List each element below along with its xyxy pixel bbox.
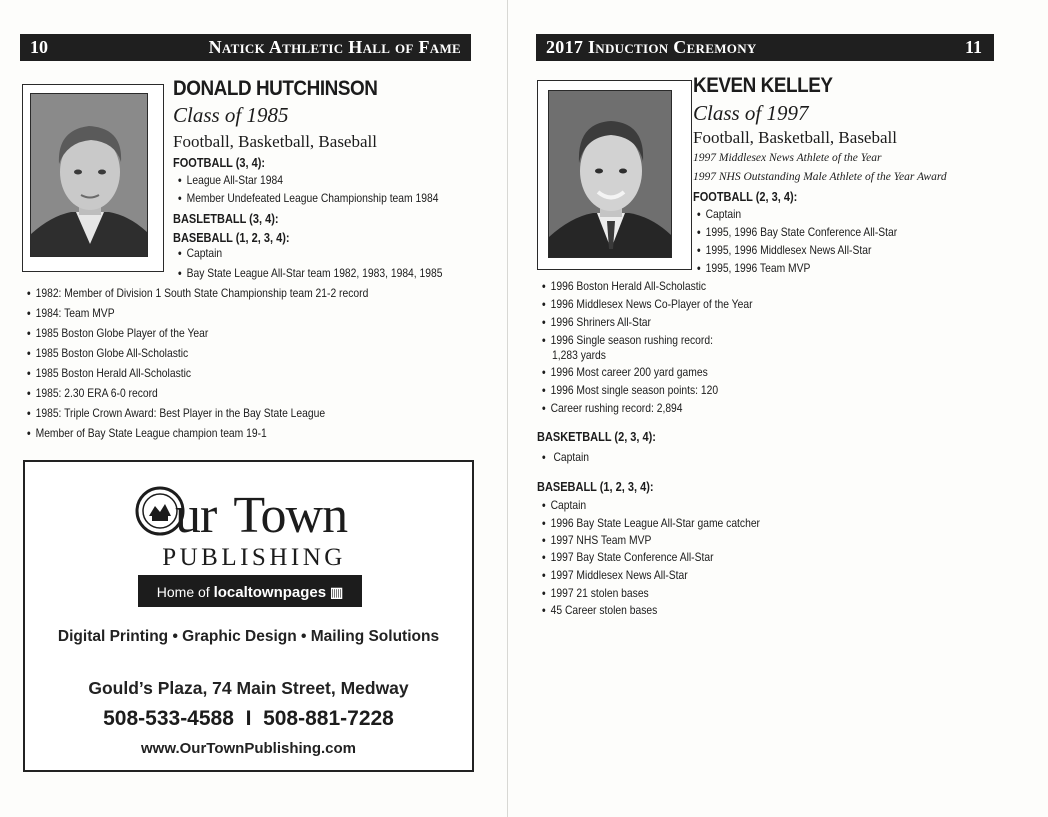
- list-item: • 1996 Boston Herald All-Scholastic: [542, 279, 707, 293]
- kelley-baseball-heading: BASEBALL (1, 2, 3, 4):: [537, 480, 654, 494]
- list-item: • 1995, 1996 Middlesex News All-Star: [697, 243, 872, 257]
- list-item: • Bay State League All-Star team 1982, 1983, 1984, 1985: [178, 266, 443, 280]
- list-item: • 1985: Triple Crown Award: Best Player in the Bay State League: [27, 406, 326, 420]
- list-item: • League All-Star 1984: [178, 173, 284, 187]
- list-item: • 1997 NHS Team MVP: [542, 533, 652, 547]
- left-page-number: 10: [30, 37, 48, 57]
- list-item: • Captain: [178, 246, 223, 260]
- ad-brand-name: ur Town: [175, 487, 348, 544]
- ad-home-of-banner: Home of localtownpages ▥: [138, 575, 362, 607]
- hutchinson-baseball-heading: BASEBALL (1, 2, 3, 4):: [173, 231, 290, 245]
- list-item: • 1996 Bay State League All-Star game catcher: [542, 516, 761, 530]
- ad-logo: [135, 482, 375, 544]
- list-item: • 1997 Bay State Conference All-Star: [542, 550, 714, 564]
- kelley-football-heading: FOOTBALL (2, 3, 4):: [693, 190, 798, 204]
- list-item: • 1995, 1996 Team MVP: [697, 261, 811, 275]
- page-gutter: [507, 0, 508, 817]
- ad-services: Digital Printing • Graphic Design • Mailing Solutions: [57, 628, 440, 645]
- our-town-publishing-ad: [23, 460, 474, 772]
- right-header-title: 2017 Induction Ceremony: [546, 37, 757, 57]
- kelley-photo: [548, 90, 672, 258]
- ad-website: www.OurTownPublishing.com: [141, 740, 356, 757]
- kelley-class-of: Class of 1997: [693, 101, 809, 125]
- ad-phone-numbers: 508-533-4588 I 508-881-7228: [103, 707, 394, 730]
- ad-address: Gould’s Plaza, 74 Main Street, Medway: [88, 678, 409, 698]
- right-page: [510, 0, 1048, 817]
- hutchinson-name: DONALD HUTCHINSON: [173, 77, 378, 100]
- hutchinson-photo: [30, 93, 148, 257]
- list-item: • Member Undefeated League Championship team 1984: [178, 191, 439, 205]
- book-icon: ▥: [326, 584, 344, 600]
- list-item: • 1996 Most single season points: 120: [542, 383, 719, 397]
- ad-publishing-label: PUBLISHING: [162, 544, 346, 571]
- left-header-bar: [20, 34, 471, 61]
- list-item: • 1995, 1996 Bay State Conference All-Star: [697, 225, 898, 239]
- list-item: • 1985 Boston Herald All-Scholastic: [27, 366, 192, 380]
- list-item: • 1996 Single season rushing record:: [542, 333, 713, 347]
- hutchinson-sports: Football, Basketball, Baseball: [173, 132, 377, 151]
- hutchinson-football-heading: FOOTBALL (3, 4):: [173, 156, 266, 170]
- left-header-title: Natick Athletic Hall of Fame: [208, 37, 461, 57]
- kelley-name: KEVEN KELLEY: [693, 74, 833, 97]
- list-item: • 1997 Middlesex News All-Star: [542, 568, 688, 582]
- hutchinson-class-of: Class of 1985: [173, 103, 289, 127]
- kelley-award: 1997 Middlesex News Athlete of the Year: [693, 152, 882, 164]
- list-item: • Captain: [697, 207, 742, 221]
- kelley-photo-frame: [537, 80, 692, 270]
- list-item: • Career rushing record: 2,894: [542, 401, 683, 415]
- list-item: 1,283 yards: [552, 348, 606, 362]
- kelley-sports: Football, Basketball, Baseball: [693, 128, 897, 147]
- list-item: • 1982: Member of Division 1 South State Championship team 21-2 record: [27, 286, 369, 300]
- kelley-basketball-heading: BASKETBALL (2, 3, 4):: [537, 430, 656, 444]
- left-page: [0, 0, 505, 817]
- list-item: • 1985: 2.30 ERA 6-0 record: [27, 386, 158, 400]
- hutchinson-basketball-heading: BASLETBALL (3, 4):: [173, 212, 279, 226]
- list-item: • 1984: Team MVP: [27, 306, 115, 320]
- list-item: • 1997 21 stolen bases: [542, 586, 649, 600]
- list-item: • 45 Career stolen bases: [542, 603, 658, 617]
- list-item: • Member of Bay State League champion team 19-1: [27, 426, 267, 440]
- list-item: • 1996 Middlesex News Co-Player of the Year: [542, 297, 753, 311]
- hutchinson-photo-frame: [22, 84, 164, 272]
- list-item: • 1996 Shriners All-Star: [542, 315, 651, 329]
- right-header-bar: [536, 34, 994, 61]
- list-item: • 1985 Boston Globe All-Scholastic: [27, 346, 189, 360]
- right-page-number: 11: [964, 37, 982, 57]
- kelley-award: 1997 NHS Outstanding Male Athlete of the Year Award: [693, 171, 947, 183]
- list-item: • Captain: [542, 450, 590, 464]
- list-item: • 1996 Most career 200 yard games: [542, 365, 708, 379]
- list-item: • 1985 Boston Globe Player of the Year: [27, 326, 209, 340]
- list-item: • Captain: [542, 498, 587, 512]
